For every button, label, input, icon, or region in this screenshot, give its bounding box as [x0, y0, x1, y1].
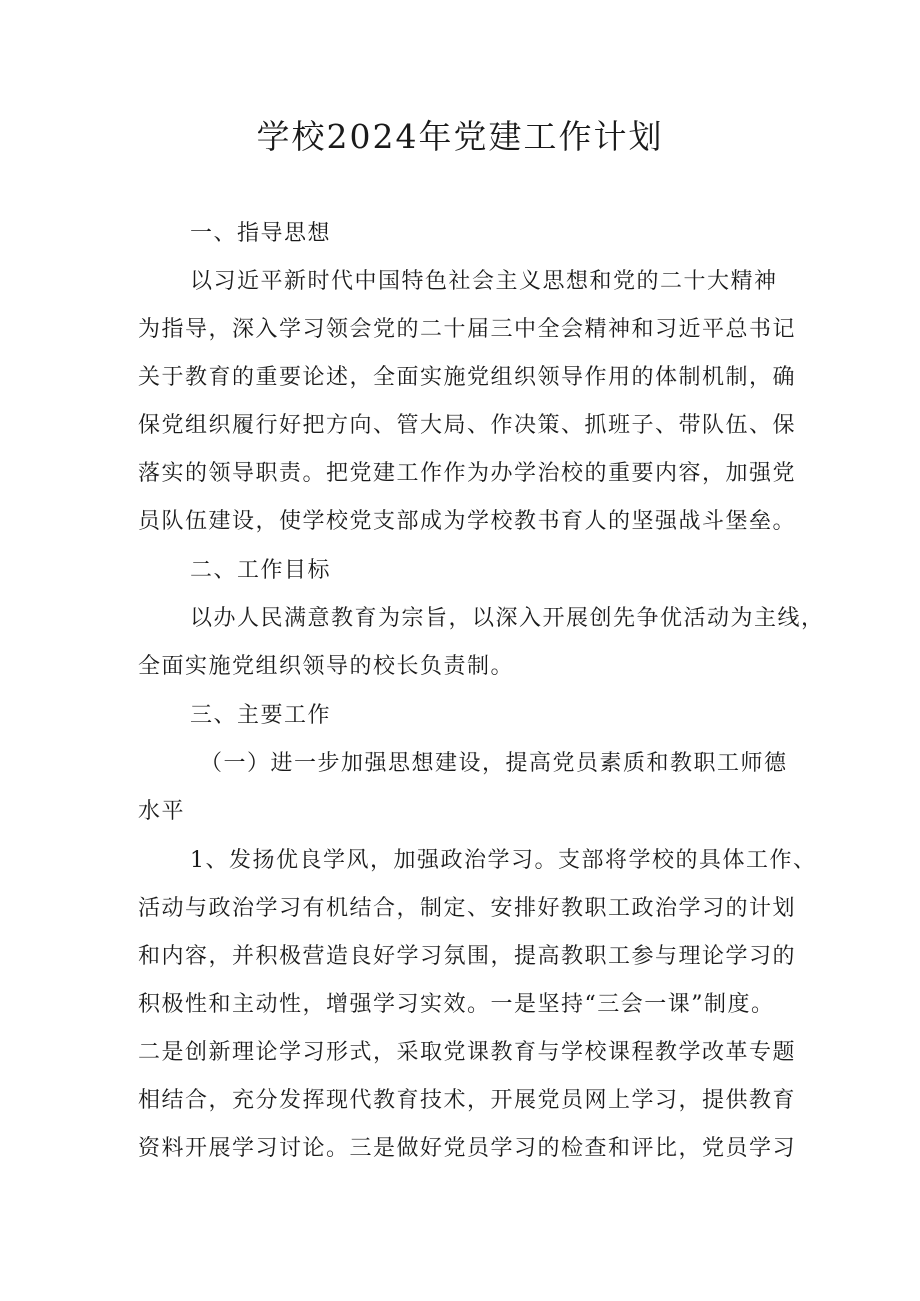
paragraph-line: 为指导，深入学习领会党的二十届三中全会精神和习近平总书记 — [138, 317, 797, 342]
paragraph-line: 员队伍建设，使学校党支部成为学校教书育人的坚强战斗堡垒。 — [138, 509, 797, 534]
paragraph-line: 以习近平新时代中国特色社会主义思想和党的二十大精神 — [190, 269, 778, 294]
section-heading: 一、指导思想 — [190, 221, 332, 246]
paragraph-line: 二是创新理论学习形式，采取党课教育与学校课程教学改革专题 — [138, 1040, 797, 1065]
paragraph-line: 落实的领导职责。把党建工作作为办学治校的重要内容，加强党 — [138, 461, 797, 486]
paragraph-line: 资料开展学习讨论。三是做好党员学习的检查和评比，党员学习 — [138, 1136, 797, 1161]
paragraph-line: 活动与政治学习有机结合，制定、安排好教职工政治学习的计划 — [138, 896, 797, 921]
subsection-heading: 水平 — [138, 799, 186, 824]
paragraph-line: 全面实施党组织领导的校长负责制。 — [138, 654, 515, 679]
paragraph-line: 保党组织履行好把方向、管大局、作决策、抓班子、带队伍、保 — [138, 413, 797, 438]
paragraph-line: 1、发扬优良学风，加强政治学习。支部将学校的具体工作、 — [190, 848, 817, 873]
document-title: 学校2024年党建工作计划 — [256, 117, 664, 156]
subsection-heading: （一）进一步加强思想建设，提高党员素质和教职工师德 — [200, 751, 788, 776]
section-heading: 二、工作目标 — [190, 558, 332, 583]
paragraph-line: 关于教育的重要论述，全面实施党组织领导作用的体制机制，确 — [138, 365, 797, 390]
paragraph-line: 相结合，充分发挥现代教育技术，开展党员网上学习，提供教育 — [138, 1088, 797, 1113]
paragraph-line: 以办人民满意教育为宗旨，以深入开展创先争优活动为主线， — [190, 606, 825, 631]
section-heading: 三、主要工作 — [190, 703, 332, 728]
paragraph-line: 和内容，并积极营造良好学习氛围，提高教职工参与理论学习的 — [138, 944, 797, 969]
paragraph-line: 积极性和主动性，增强学习实效。一是坚持“三会一课”制度。 — [138, 992, 775, 1017]
